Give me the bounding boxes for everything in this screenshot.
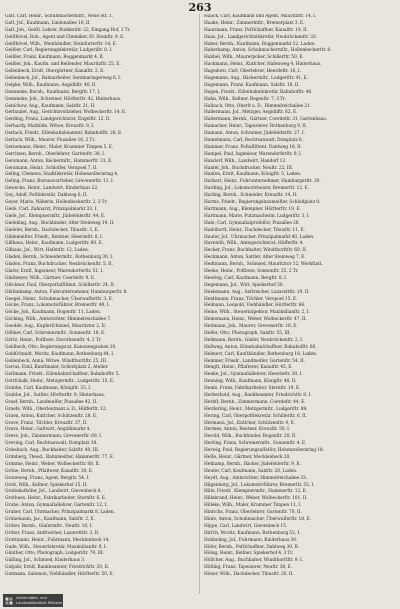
directory-entry: Haarmann, Franz, Poſtſchaffner, Kanalſtr. 19, II. [204,27,308,33]
directory-entry: Gerlach, Friedr., Eiſenbahnbeamter, Bahnhofſtr. 28, E. [5,131,123,137]
directory-entry: Heine, Wilh., Steuerinſpektor, Maximilianſtr. 2, I. [204,310,310,316]
directory-entry: Hering, Carl, Oberpoſtſekretär, Schillerſtr. 6, II. [204,413,307,419]
library-logo-icon [4,596,14,606]
directory-entry: Gröne, Bernh., Pflaſterer, Kanalſtr. 30, E. [5,468,94,474]
directory-entry: Hemmer, Friedr., Landmeſſer, Gartenſtr. 54, II. [204,358,305,364]
directory-entry: Gemmeke, Joh., Schreiner, Hörſterſtr. 42, Hinterhaus. [5,96,122,102]
directory-entry: Herbſt, Bernh., Zimmermann, Coerdeſtr. 44, E. [204,399,306,405]
directory-entry: Hamelmann, Carl, Rechtsanwalt, Domplatz 6. [204,138,304,144]
directory-entry: Höing, Heinr., Kellner, Spiekerhof 4, 3 Tr. [204,551,294,557]
directory-entry: Hinrichs, Franz, Oberlehrer, Gartenſtr. 70, II. [204,510,302,516]
directory-entry: Hinſe, Anton, Schuhmacher, Überwaſſerſtr. 18, E. [204,517,312,523]
directory-entry: Hillebrand, Heinr., Weber, Wolbeckerſtr. 101, II. [204,496,308,502]
directory-entry: Heydt, Aug., Amtsrichter, Himmelreichallee 33. [204,475,308,481]
directory-entry: Hauſer, Joſ., Uhrmacher, Prinzipalmarkt 40, Laden. [204,234,315,240]
directory-entry: Gruber, Carl, Uhrmacher, Prinzipalmarkt 8, Laden. [5,510,116,516]
directory-entry: Heering, Carl, Kaufmann, Bergſtr. 8, I. [204,275,288,281]
directory-entry: Heckmann, Anton, Sattler, Alter Steinweg 7, E. [204,255,306,261]
directory-entry: Grüter, Bernh., Glaſermſtr., Neuſtr. 10, I. [5,523,93,529]
directory-entry: Haltermann, Bernh., Gärtner, Coerdeſtr. 31, Gartenhaus. [204,117,327,123]
directory-entry: Großekathöfer, Joſ., Landwirt, Gievenbeck 8. [5,489,102,495]
directory-entry: Grube, Anton, Gymnaſiallehrer, Gartenſtr. 12, I. [5,503,108,509]
directory-entry: Grünebaum, Jac., Kaufmann, Salzſtr. 2, E. [5,517,95,523]
directory-entry: Haake, Heinr., Zimmermſtr., Bremerplatz 3, E. [204,20,305,26]
directory-entry: Goldbeck, Otto, Regierungsrat, Kanonengraben 10. [5,344,117,350]
directory-entry: Goedde, Aug., Kupferſchmied, Mauritztor 2, II. [5,324,107,330]
directory-entry: Graen, Anton, Kutſcher, Schützenſtr. 28, E. [5,413,98,419]
directory-entry: Gerhardy, Mathilde, Witwe, Kreuzſtr. 9, I. [5,124,95,130]
directory-entry: Gnegel, Heinr., Schuhmacher, Überwaſſerſtr. 3, E. [5,296,114,302]
directory-entry: Goldſchmidt, Moritz, Kaufmann, Rothenburg 44, I. [5,351,115,357]
directory-entry: Hahn, Wilh., Kellner, Bogenſtr. 7, 3 Tr. [204,96,286,102]
directory-entry: Hölſcher, Aug., Buchhalter, Windthorſtſtr. 9, I. [204,558,304,564]
directory-entry: Hecker, Franz, Buchhalter, Windthorſtſtr. 60, II. [204,248,307,254]
directory-entry: Hartmann, Aug., Klempner, Hörſterſtr. 19, E. [204,206,301,212]
directory-entry: Gorius, Emil, Kunſtmaler, Schloßplatz 2, Atelier. [5,365,109,371]
directory-entry: Henſe, Franz, Fabrikarbeiter, Sternſtr. 19, E. [204,386,301,392]
directory-entry: Gieſeler, Bernh., Dachdecker, Tibusſtr. 3, E. [5,227,99,233]
library-logo [3,594,63,607]
directory-entry: Gerbaulet, Aug., Gerichtsvollzieher, Wolbeckerſtr. 14, E. [5,110,127,116]
directory-entry: Gewecke, Heinr., Landwirt, Kinderhaus 22. [5,186,99,192]
directory-entry: Grabbe, Joſ., Sattler, Hörſterſtr. 9, Hinterhaus. [5,392,106,398]
directory-entry: Hammer, Franz, Poſtaſſiſtent, Dahlweg 18, II. [204,144,302,150]
directory-entry: Gildemeiſter, Friedr., Rentner, Heerdeſtr. 8, I. [5,234,104,240]
directory-entry: Höfer, Bernh., Poſtſchaffner, Dahlweg 30, II. [204,544,300,550]
directory-entry: Glaſmeyer, Wilh., Gärtner, Coerdeſtr. 9, E. [5,275,96,281]
directory-entry: Hanſen, Ernſt, Kaufmann, Königſtr. 5, Laden. [204,172,302,178]
directory-entry: Gude, Wilh., Steuerſekretär, Maximilianſtr. 9, I. [5,544,107,550]
directory-entry: Hellmann, Bernh., Glaſer, Neubrückenſtr. 2, I. [204,337,304,343]
directory-entry: Grothues, Heinr., Fabrikarbeiter, Sternſtr. 6, E. [5,496,107,502]
directory-entry: Geiſthövel, Wilh., Weinhändler, Steinfurterſtr. 14, E. [5,41,118,47]
directory-entry: Hegemann, Joſ., Wirt, Spiekerhof 30. [204,282,284,288]
directory-entry: Haack, Carl, Kaufmann und Agent, Mauritzſtr. 14, I. [204,14,317,19]
directory-entry: Gutjahr, Ernſt, Bankbeamter, Friedrichſtr. 20, II. [5,565,110,571]
directory-entry: Geißler, Carl, Regierungsſekretär, Ludgeriſtr. 8, I. [5,48,113,54]
directory-entry: Geſing, Clemens, Stadtſekretär, Hohenzollernring 4. [5,172,119,178]
directory-entry: Gerritzen, Bernh., Oberlehrer, Gartenſtr. 38, I. [5,151,106,157]
directory-entry: Geyer, Marie, Näherin, Hollenbeckerſtr. 2, 3 Tr. [5,200,108,206]
directory-entry: Hamacher, Heinr., Tapezierer, Rothenburg 9, II. [204,124,308,130]
directory-entry: Groß, Wilh., Kellner, Spiekerhof 15, II. [5,482,88,488]
directory-entry: Hellweg, Anton, Eiſenbahnſchaffner, Bahnhofſtr. 60. [204,344,317,350]
directory-entry: Günther, Otto, Photograph, Ludgeriſtr. 79, III. [5,551,105,557]
directory-entry: Hilgenberg, Joſ., Lokomotivführer, Bremerſtr. 55, I. [204,482,315,488]
directory-entry: Henning, Wilh., Kaufmann, Königſtr. 48, II. [204,379,297,385]
directory-entry: Grave, Heinr., Gaſtwirt, Aegidiimarkt 4. [5,427,91,433]
directory-entry: Helmert, Carl, Kunſthändler, Rothenburg 18, Laden. [204,351,318,357]
directory-entry: Herberhold, Aug., Bankbeamter, Friedrichſtr. 8, I. [204,392,312,398]
directory-entry: Gerding, Franz, Landgerichtsrat, Engelſtr. 12, II. [5,117,111,123]
directory-entry: Hagemann, Aug., Bäckermſtr., Ludgeriſtr. 41, E. [204,76,308,82]
directory-entry: Grabbe, Carl, Kaufmann, Königſtr. 33, I. [5,386,92,392]
directory-entry: Henke, Joſ., Gymnaſiallehrer, Heerdeſtr. 30, I. [204,372,303,378]
directory-entry: Hagen, Friedr., Eiſenbahnſekretär, Bahnhofſtr. 46. [204,89,313,95]
directory-entry: Genſchow, Aug., Kaufmann, Salzſtr. 21, II. [5,103,96,109]
directory-entry: Halbach, Otto, Oberſt a. D., Himmelreichallee 21. [204,103,312,109]
directory-entry: Herting, Franz, Schreinermſtr., Sonnenſtr. 4, E. [204,441,307,447]
directory-entry: Heidtmann, Franz, Tiſchler, Verspoel 15, E. [204,296,298,302]
directory-entry: Gerlach, Wilh., Maurer, Piusallee 16, 2 Tr. [5,138,96,144]
directory-entry: Hackmann, Heinr., Kutſcher, Hafenweg 4, Hinterhaus. [204,62,322,68]
directory-entry: Gey, Adolf, Poſtſekretär, Dahlweg 6, II. [5,193,88,199]
directory-entry: Gersmann, Heinr., Schloſſer, Verspoel 7, II. [5,165,98,171]
directory-entry: Graef, Bernh., Landmeſſer, Piusallee 42, II. [5,399,98,405]
directory-entry: Haber, Bernh., Kaufmann, Roggenmarkt 12, Laden. [204,41,316,47]
directory-entry: Handorf, Wilh., Landwirt, Handorf 12. [204,158,287,164]
directory-entry: Göcking, Wilh., Amtsrichter, Himmelreichallee 7. [5,317,112,323]
directory-entry: Glöckner, Paul, Oberpoſtaſſiſtent, Schillerſtr. 24, II. [5,282,115,288]
directory-entry: Gottſchalk, Heinr., Metzgermſtr., Ludgeriſtr. 15, E. [5,379,115,385]
directory-entry: Gaſt, Carl, Heinr., Schuhmachermſtr., Neue Str. 1. [5,14,114,19]
library-logo-line-1: Universitäts- und [16,596,47,601]
directory-entry: Geiſthövel, Rob., Agent und Chemiker, Fr. Steinſtr. 9, E. [5,34,125,40]
text-columns [3,14,397,594]
directory-entry: Gaſt, Joſ., Kaufmann, Lindenallee 10, II. [5,20,91,26]
directory-entry: Heuſer, Carl, Kaufmann, Salzſtr. 28, Laden. [204,468,298,474]
directory-entry: Graefe, Wilh., Oberleutnant a. D., Hüfferſtr. 12. [5,406,107,412]
directory-entry: Hampel, Paul, Ingenieur, Warendorferſtr. 9, I. [204,151,303,157]
directory-entry: Gruttmann, Heinr., Fuhrmann, Mecklenbeck 14. [5,537,110,543]
directory-entry: Hetkamp, Bernh., Bäcker, Jüdefelderſtr. 9, E. [204,461,301,467]
directory-entry: Greve, Joh., Zimmermann, Grevenerſtr. 60, I. [5,434,103,440]
directory-entry: Gilhaus, Joſ., Wirt, Hafenſtr. 12, Laden. [5,248,90,254]
directory-entry: Hirſch, Moritz, Kaufmann, Rothenburg 52, I. [204,530,301,536]
directory-entry: Grimberg, Theod., Bahnmeiſter, Hammerſtr. 77, E. [5,455,115,460]
directory-entry: Hobbeling, Joſ., Fuhrmann, Kinderhaus 30. [204,537,298,543]
directory-entry: Hedtmann, Bernh., Schmied, Mauritztor 12, Werkſtatt. [204,262,323,268]
directory-entry: Gladen, Bernh., Schneidermſtr., Rothenburg 30, I. [5,255,114,261]
directory-entry: Hagedorn, Carl, Oberlehrer, Heerdeſtr. 16, I. [204,69,301,75]
directory-entry: Gollenbeck, Anna, Witwe, Windthorſtſtr. 25, III. [5,358,108,364]
directory-entry: Geſing, Franz, Bureauvorſteher, Grevenerſtr. 11, I. [5,179,115,185]
directory-entry: Hermann, Joſ., Kutſcher, Schützenſtr. 9, E. [204,420,296,426]
directory-entry: Höner, Wilh., Dachdecker, Tibusſtr. 20, II. [204,572,294,578]
directory-entry: Hamann, Anton, Schreiner, Jüdefelderſtr. 27, I. [204,131,306,137]
library-logo-text [16,596,62,605]
directory-entry: Griesbach, Aug., Buchhalter, Salzſtr. 40, III. [5,448,100,454]
directory-entry: Heeke, Heinr., Poſtbote, Sonnenſtr. 35, 2 Tr. [204,268,299,274]
directory-entry: Hagemann, Franz, Kaufmann, Salzſtr. 18, II. [204,82,300,88]
left-column [3,14,200,594]
directory-entry: Gladen, Franz, Buchdrucker, Neubrückenſtr. 5, II. [5,262,113,268]
directory-entry: Gillhaus, Heinr., Kaufmann, Ludgeriſtr. 60, E. [5,241,104,247]
directory-entry: Gelpke, Wilh., Kaufmann, Aegidiiſtr. 40, II. [5,82,97,88]
directory-entry: Gellenbeck, Ernſt, Obergärtner, Kanalſtr. 2, E. [5,69,105,75]
directory-entry: Geißler, Joh., Kaufm. und Reiſender, Mauritzſtr. 25, E. [5,62,121,68]
directory-entry: Güſſing, Joſ., Schmied, Kinderhaus 3. [5,558,86,564]
directory-entry: Görtz, Heinr., Poſtbote, Dorotheenſtr. 4, 2 Tr. [5,337,102,343]
directory-entry: Göcke, Joh., Kaufmann, Bogenſtr. 11, Laden. [5,310,101,316]
directory-entry: Gemmeke, Bernh., Kaufmann, Bergſtr. 17, I. [5,89,101,95]
directory-entry: Hartmann, Marie, Putzmacherin, Ludgeriſtr. 3, I. [204,213,310,219]
directory-entry: Hölting, Franz, Tapezierer, Neuſtr. 38, E. [204,565,293,571]
directory-entry: Groneweg, Franz, Agent, Bergſtr. 54, I. [5,475,90,481]
directory-entry: Hengſt, Heinr., Pflaſterer, Kanalſtr. 45, E. [204,365,293,371]
directory-entry: Gieſeking, Aug., Buchbinder, Alter Steinweg 19, II. [5,220,115,226]
directory-entry: Habbel, Wilh., Maurerpolier, Schillerſtr. 50, E. [204,55,304,61]
directory-entry: Goſſmann, Friedr., Eiſenbahnſchaffner, Bahnhofſtr. 5. [5,372,120,378]
directory-entry: Heſſe, Heinr., Gärtner, Mecklenbeck 20. [204,455,291,460]
page-number: 263 [188,1,212,14]
directory-entry: Haſelhorſt, Heinr., Dachdecker, Tibusſtr. 11, E. [204,227,305,233]
directory-entry: Hille, Friedr., Klempnermſtr., Hammerſtr. 12, E. [204,489,308,495]
directory-entry: Harbert, Heinr., Fuhrunternehmer, Hamburgerſtr. 30. [204,179,321,185]
directory-entry: Geißler, Franz, Kaufmann, Roggenmarkt 4, II. [5,55,105,61]
directory-entry: Grave, Franz, Tiſchler, Kreuzſtr. 37, II. [5,420,88,426]
directory-entry: Göcke, Franz, Lokomotivführer, Bremerſtr. 40, I. [5,303,110,309]
directory-entry: Glaſer, Ernſt, Ingenieur, Warendorferſtr. 51, I. [5,268,104,274]
directory-entry: Havenith, Wilh., Amtsgerichtsrat, Hüfferſtr. 4. [204,241,304,247]
directory-entry: Haſe, Carl, Gymnaſialprofeſſor, Piusallee 28. [204,220,300,226]
directory-entry: Grüter, Franz, Anſtreicher, Lazarettſtr. 3, II. [5,530,100,536]
directory-entry: Heidemann, Aug., Anſtreicher, Lazarettſtr. 19, II. [204,289,310,295]
directory-entry: Gutmann, Salomon, Viehhändler, Hörſterſtr. 50, E. [5,572,114,578]
right-column [200,14,397,594]
directory-entry: Glüſenkamp, Anton, Fuhrunternehmer, Hamburgerſtr. 8. [5,289,128,295]
directory-entry: Gellenbeck, Joſ., Bahnarbeiter, Sentmaringerweg 6, I. [5,76,122,82]
directory-entry: Herold, Wilh., Buchbinder, Bogenſtr. 20, II. [204,434,297,440]
directory-entry: Grimme, Heinr., Weber, Wolbeckerſtr. 88, II. [5,461,101,467]
directory-entry: Herwig, Paul, Regierungsaſſeſſor, Hohenzollernring 18. [204,448,325,454]
directory-entry: Hallermann, Joſ., Metzger, Aegidiiſtr. 62, E. [204,110,298,116]
directory-entry: Göllner, Carl, Schreinermſtr., Sonnenſtr. 18, E. [5,330,106,336]
directory-entry: Heinemann, Heinr., Weber, Wolbeckerſtr. 47, II. [204,317,307,323]
directory-entry: Greving, Carl, Rechtsanwalt, Domplatz 18. [5,441,98,447]
directory-entry: Hippe, Carl, Landwirt, Gievenbeck 15. [204,523,288,529]
directory-entry: Gersmann, Anton, Bäckermſtr., Hammerſtr. 31, E. [5,158,113,164]
directory-entry: Harding, Joſ., Lokomotivheizer, Bremerſtr. 12, E. [204,186,309,192]
directory-entry: Haberkamp, Anton, Schuhmachermſtr., Hollenbeckerſtr. 8. [204,48,332,54]
directory-entry: Gieſe, Carl, Zahnarzt, Prinzipalmarkt 33, I. [5,206,98,212]
directory-entry: Harms, Friedr., Regierungsbaumeiſter, Schloßplatz 9. [204,200,321,206]
directory-entry: Helfer, Otto, Photograph, Salzſtr. 55, III. [204,330,291,336]
directory-entry: Hermes, Anton, Rentner, Kreuzſtr. 50, I. [204,427,291,433]
directory-entry: Herdering, Heinr., Metzgermſtr., Ludgeriſtr. 88. [204,406,308,412]
directory-entry: Gaſt, Joh., Geiſtl. Lehrer, Buddenſtr. 22, Eingang Hof, 1 Tr. [5,27,131,33]
directory-entry: Gernemann, Heinr., Maler, Krummer Timpen 5, E. [5,144,114,150]
directory-entry: Gieſe, Joſ., Klempnermſtr., Jüdefelderſtr. 44, E. [5,213,106,219]
directory-entry: Hanſel, Joh., Buchdrucker, Neuſtr. 22, III. [204,165,294,171]
library-logo-line-2: Landesbibliothek Münster [16,600,63,605]
directory-entry: Haas, Joſ., Landgerichtsſekretär, Neubrückenſtr. 33. [204,34,318,40]
directory-entry: Heimann, Leopold, Viehhändler, Hörſterſtr. 66. [204,303,306,309]
directory-entry: Heitmann, Joh., Maurer, Grevenerſtr. 18, E. [204,324,298,330]
directory-entry: Hilleke, Wilh., Maler, Krummer Timpen 11, I. [204,503,302,509]
directory-entry: Harling, Bernh., Schneider, Kreuzſtr. 14, II. [204,193,298,199]
